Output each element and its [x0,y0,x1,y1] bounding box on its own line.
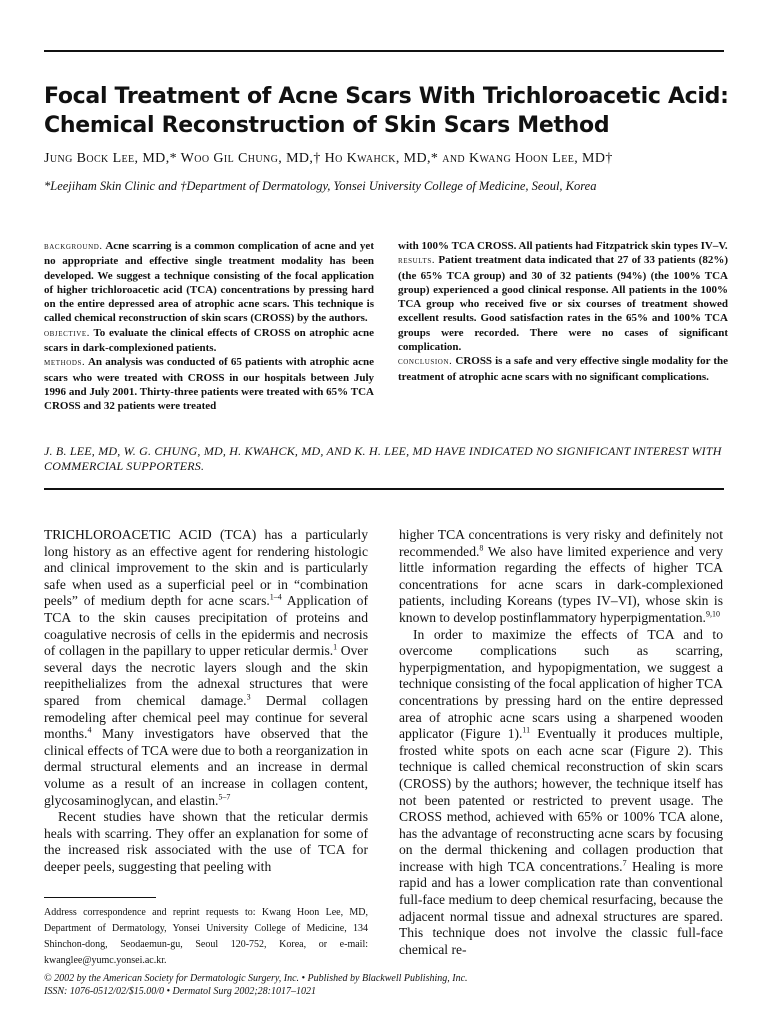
abstract-methods-continued: with 100% TCA CROSS. All patients had Fitzpatrick skin types IV–V. [398,240,728,252]
text-run: Dermal collagen remodeling after chemical peel may continue for several months. [44,692,368,742]
body-right-column [399,527,723,958]
body-paragraph-3 [399,527,723,627]
title-line-1: Focal Treatment of Acne Scars With Trichloroacetic Acid: [44,84,729,109]
citation: 4 [87,725,92,735]
text-run: Healing is more rapid and has a lower complication rate than conventional full-face medium to deep chemical resurfacing, because the adjacent normal tissue and adnexal structures are spared. This technique does not involve the classic full-face chemical re- [399,858,723,957]
results-label: results. [398,255,436,267]
objective-label: objective. [44,327,90,339]
abstract-methods [44,355,374,413]
text-run: We also have limited experience and very little information regarding the effects of higher TCA concentrations for acne scars in dark-complexioned patients, including Koreans (types IV–VI), whose skin is known to develop postinflammatory hyperpigmentation. [399,543,723,625]
text-run: In order to maximize the effects of TCA and to overcome complications such as scarring, hyperpigmentation, and hypopigmentation, we suggest a technique consisting of the focal application of higher TCA concentrations by pressing hard on the entire depressed area of atrophic acne scars using a sharpened wooden applicator (Figure 1). [399,626,723,742]
top-rule [44,50,724,52]
body-paragraph-1 [44,527,368,809]
text-run: TRICHLOROACETIC ACID (TCA) has a particularly long history as an effective agent for rendering histologic and clinical improvement to the skin and is particularly safe when used as a superficial peel or in “combination peels” of medium depth for acne scars. [44,527,368,609]
background-text: Acne scarring is a common complication of acne and yet no appropriate and effective single treatment modality has been developed. We suggest a technique consisting of the focal application of higher trichloroacetic acid (TCA) concentrations by pressing hard on the entire depressed area of atrophic acne scars. This technique is called chemical reconstruction of skin scars (CROSS) by the authors. [44,240,374,325]
citation: 3 [246,692,251,702]
citation: 1–4 [269,592,282,602]
citation: 5–7 [218,791,231,801]
text-run: Many investigators have observed that the clinical effects of TCA were due to both a reorganization in dermal structural elements and an increase in dermal volume as a result of an increase in collagen content, glycosaminoglycan, and elastin. [44,726,368,808]
correspondence-footnote: Address correspondence and reprint requests to: Kwang Hoon Lee, MD, Department of Dermatology, Yonsei University College of Medicine, 134 Shinchon-dong, Seodaemun-gu, Seoul 120-752, Korea, or e-mail: kwanglee@yumc.yonsei.ac.kr. [44,907,368,966]
methods-text: An analysis was conducted of 65 patients with atrophic acne scars who were treated with CROSS in our hospitals between July 1996 and July 2001. Thirty-three patients were treated with 65% TCA CROSS and 32 patients were treated [44,356,374,413]
author-list: Jung Bock Lee, MD,* Woo Gil Chung, MD,† Ho Kwahck, MD,* and Kwang Hoon Lee, MD† [44,151,613,166]
abstract-objective [44,326,374,356]
title-line-2: Chemical Reconstruction of Skin Scars Method [44,113,610,138]
text-run: Eventually it produces multiple, frosted white spots on each acne scar (Figure 2). This technique is called chemical reconstruction of skin scars (CROSS) by the authors; however, the technique itself has not been patented or restricted to prevent usage. The CROSS method, achieved with 65% or 100% TCA alone, has the advantage of reconstructing acne scars by focusing on the dermal thickening and collagen production that increase with high TCA concentrations. [399,726,723,874]
issn-line: ISSN: 1076-0512/02/$15.00/0 • Dermatol Surg 2002;28:1017–1021 [44,986,317,997]
copyright-line: © 2002 by the American Society for Dermatologic Surgery, Inc. • Published by Blackwell Publishing, Inc. [44,973,468,984]
background-label: background. [44,241,103,252]
results-text: Patient treatment data indicated that 27 of 33 patients (82%) (the 65% TCA group) and 30 of 32 patients (94%) (the 100% TCA group) experienced a good clinical response. All patients in the 100% TCA group who received five or six courses of treatment showed excellent results. Good satisfaction rates in the 65% and 100% TCA groups were recorded. There were no cases of significant complication. [398,254,728,354]
copyright-footer [44,972,724,998]
abstract-left-column [44,239,374,414]
body-paragraph-2: Recent studies have shown that the reticular dermis heals with scarring. They offer an explanation for some of the increased risk associated with the use of TCA for deeper peels, suggesting that peeling with [44,809,368,874]
abstract-results [398,253,728,354]
methods-label: methods. [44,357,86,369]
citation: 8 [479,543,484,553]
abstract-conclusion [398,354,728,384]
citation: 9,10 [705,609,720,619]
citation: 1 [333,642,338,652]
section-rule [44,488,724,490]
conclusion-label: conclusion. [398,356,453,368]
citation: 11 [522,725,531,735]
abstract-right-column [398,239,728,384]
conclusion-text: CROSS is a safe and very effective single modality for the treatment of atrophic acne scars with no significant complications. [398,355,728,383]
conflict-disclosure: J. B. LEE, MD, W. G. CHUNG, MD, H. KWAHCK, MD, AND K. H. LEE, MD HAVE INDICATED NO SIGNIFICANT INTEREST WITH COMMERCIAL SUPPORTERS. [44,444,722,473]
objective-text: To evaluate the clinical effects of CROSS on atrophic acne scars in dark-complexioned patients. [44,326,374,355]
body-left-column [44,527,368,875]
article-title [44,82,734,140]
abstract-background [44,239,374,326]
footnote-rule [44,897,156,898]
affiliations: *Leejiham Skin Clinic and †Department of Dermatology, Yonsei University College of Medicine, Seoul, Korea [44,179,597,193]
text-run: Application of TCA to the skin causes precipitation of proteins and coagulative necrosis of cells in the epidermis and necrosis of collagen in the papillary to upper reticular dermis. [44,593,368,659]
citation: 7 [622,858,627,868]
text-run: Over several days the necrotic layers slough and the skin reepithelializes from the adnexal structures that were spared from chemical damage. [44,643,368,708]
body-paragraph-4 [399,627,723,959]
text-run: higher TCA concentrations is very risky and definitely not recommended. [399,527,723,559]
